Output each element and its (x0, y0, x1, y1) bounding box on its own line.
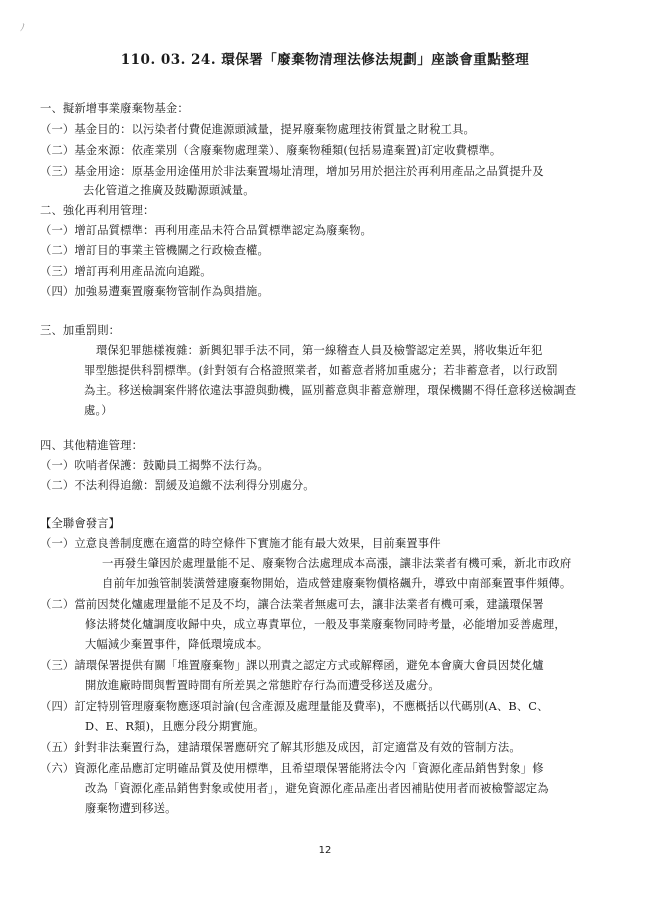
list-item: （二）基金來源：依產業別（含廢棄物處理業）、廢棄物種類(包括易違棄置)訂定收費標準。 (40, 144, 502, 157)
list-item: （一）增訂品質標準：再利用產品未符合品質標準認定為廢棄物。 (40, 224, 372, 237)
list-item: （五）針對非法棄置行為，建請環保署應研究了解其形態及成因，訂定適當及有效的管制方法。 (40, 741, 521, 754)
page-number: 12 (318, 845, 332, 856)
paragraph-line: 罪型態提供科罰標準。(針對領有合格證照業者，如蓄意者將加重處分；若非蓄意者，以行政罰 (84, 364, 558, 377)
list-item-continuation: 大幅減少棄置事件，降低環境成本。 (85, 638, 269, 651)
list-item: （三）增訂再利用產品流向追蹤。 (40, 265, 212, 278)
section-heading-4: 四、其他精進管理： (40, 439, 144, 452)
paragraph-line: 為主。移送檢調案件將依違法事證與動機，區別蓄意與非蓄意辦理，環保機關不得任意移送檢調查 (84, 384, 577, 397)
section-heading-association: 【全聯會發言】 (40, 517, 121, 530)
list-item: （三）基金用途：原基金用途僅用於非法棄置場址清理，增加另用於挹注於再利用產品之品質提升及 (40, 165, 544, 178)
list-item: （四）訂定特別管理廢棄物應逐項討論(包含產源及處理量能及費率)，不應概括以代碼別(A、B、C、 (40, 700, 549, 713)
list-item: （三）請環保署提供有關「堆置廢棄物」課以刑責之認定方式或解釋函，避免本會廣大會員因焚化爐 (40, 659, 544, 672)
paragraph-line: 處。） (84, 404, 113, 417)
page-title: 110. 03. 24. 環保署「廢棄物清理法修法規劃」座談會重點整理 (120, 52, 530, 68)
list-item: （四）加強易遭棄置廢棄物管制作為與措施。 (40, 285, 269, 298)
scan-mark-icon: ﾉ (20, 23, 25, 34)
list-item-continuation: 改為「資源化產品銷售對象或使用者」，避免資源化產品產出者因補貼使用者而被檢警認定為 (85, 782, 549, 795)
list-item: （六）資源化產品應訂定明確品質及使用標準，且希望環保署能將法令內「資源化產品銷售對象」修 (40, 762, 544, 775)
list-item-continuation: 去化管道之推廣及鼓勵源頭減量。 (83, 184, 255, 197)
section-heading-1: 一、擬新增事業廢棄物基金： (40, 102, 189, 115)
list-item: （二）不法利得追繳：罰緩及追繳不法利得分別處分。 (40, 479, 315, 492)
list-item-continuation: 開放進廠時間與暫置時間有所差異之常態貯存行為而遭受移送及處分。 (85, 679, 440, 692)
list-item-continuation: 修法將焚化爐調度收歸中央，成立專責單位，一般及事業廢棄物同時考量，必能增加妥善處理， (85, 618, 566, 631)
list-item: （二）當前因焚化爐處理量能不足及不均，讓合法業者無處可去，讓非法業者有機可乘，建議環保署 (40, 598, 544, 611)
list-item: （一）吹哨者保護：鼓勵員工揭弊不法行為。 (40, 459, 269, 472)
list-item: （一）立意良善制度應在適當的時空條件下實施才能有最大效果，目前棄置事件 (40, 537, 441, 550)
list-item-continuation: 一再發生肇因於處理量能不足、廢棄物合法處理成本高漲，讓非法業者有機可乘，新北市政府 (102, 557, 572, 570)
section-heading-2: 二、強化再利用管理： (40, 204, 155, 217)
list-item-continuation: 廢棄物遭到移送。 (85, 802, 177, 815)
list-item-continuation: 自前年加強管制裝潢營建廢棄物開始，造成營建廢棄物價格飆升，導致中南部棄置事件頻傳。 (102, 577, 572, 590)
list-item: （一）基金目的：以污染者付費促進源頭減量，提昇廢棄物處理技術質量之財稅工具。 (40, 123, 475, 136)
section-heading-3: 三、加重罰則： (40, 324, 121, 337)
list-item-continuation: D、E、R類)，且應分段分期實施。 (85, 720, 265, 733)
paragraph-line: 環保犯罪態樣複雜：新興犯罪手法不同，第一線稽查人員及檢警認定差異，將收集近年犯 (96, 344, 543, 357)
list-item: （二）增訂目的事業主管機關之行政檢查權。 (40, 244, 269, 257)
